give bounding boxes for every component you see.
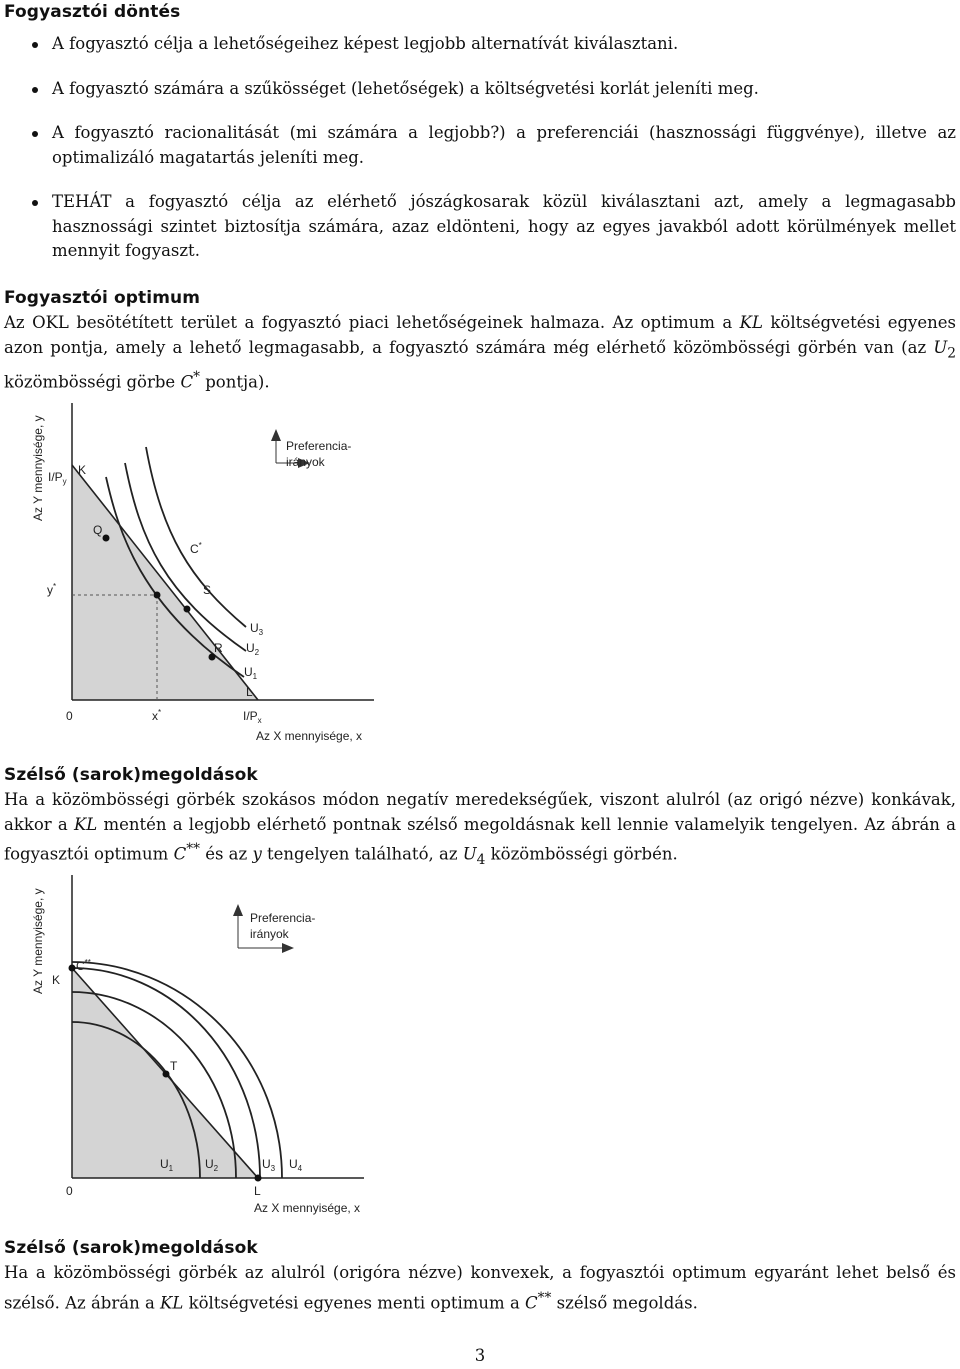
preference-label-line2: irányok xyxy=(286,455,325,469)
label-i-px: $I/P_x$ xyxy=(243,709,262,725)
figure-consumer-optimum xyxy=(0,395,400,750)
label-t: T xyxy=(170,1059,178,1073)
figure-corner-solution xyxy=(0,870,400,1225)
section-heading-szelso-megoldasok-1: Szélső (sarok)megoldások xyxy=(4,765,258,785)
label-c-double-star: C** xyxy=(76,958,91,973)
bullet-item: TEHÁT a fogyasztó célja az elérhető jószágkosarak közül kiválasztani azt, amely a legmagasabb hasznossági szintet biztosítja számára, azaz eldönteni, hogy az egyes javakból adott körülmények mellet mennyit fogyaszt. xyxy=(0,190,956,264)
x-axis-label: Az X mennyisége, x xyxy=(254,1201,361,1215)
label-r: R xyxy=(214,641,223,655)
section-heading-fogyasztoi-optimum: Fogyasztói optimum xyxy=(4,288,201,308)
point-c-double-star xyxy=(69,965,76,972)
preference-arrow-v-head xyxy=(271,429,281,441)
preference-label-line1: Preferencia- xyxy=(286,439,352,453)
preference-label-line1: Preferencia- xyxy=(250,911,316,925)
point-l xyxy=(255,1175,262,1182)
label-u1: $U_1$ xyxy=(160,1157,174,1173)
bullet-item: A fogyasztó számára a szűkösséget (lehetőségek) a költségvetési korlát jeleníti meg. xyxy=(0,77,956,102)
paragraph-optimum: Az OKL besötétített terület a fogyasztó piaci lehetőségeinek halmaza. Az optimum a KL költségvetési egyenes azon pontja, amely a lehető legmagasabb, a fogyasztó számára még elérhető közömbösségi görbén van (az $U_2$ közömbösségi görbe C* pontja). xyxy=(4,313,956,392)
label-u3: $U_3$ xyxy=(250,621,264,637)
y-axis-label: Az Y mennyisége, y xyxy=(31,888,45,994)
label-i-py: $I/P_y$ xyxy=(48,470,67,486)
label-xstar: x* xyxy=(152,708,162,723)
label-l: L xyxy=(246,685,253,699)
point-t xyxy=(163,1071,170,1078)
label-k: K xyxy=(52,973,61,987)
page-number: 3 xyxy=(474,1346,486,1365)
point-q xyxy=(103,535,110,542)
label-origin: 0 xyxy=(66,709,73,723)
label-u4: $U_4$ xyxy=(289,1157,303,1173)
bullet-item: A fogyasztó racionalitását (mi számára a legjobb?) a preferenciái (hasznossági függvénye), illetve az optimalizáló magatartás jeleníti meg. xyxy=(0,121,956,170)
section-heading-fogyasztoi-dontes: Fogyasztói döntés xyxy=(4,2,181,22)
preference-arrow-v-head xyxy=(233,904,243,916)
point-s xyxy=(184,606,191,613)
paragraph-corner-convex: Ha a közömbösségi görbék az alulról (origóra nézve) konvexek, a fogyasztói optimum egyaránt lehet belső és szélső. Az ábrán a KL költségvetési egyenes menti optimum a C** szélső megoldás. xyxy=(4,1263,956,1312)
label-s: S xyxy=(203,583,212,597)
label-u1: $U_1$ xyxy=(244,665,258,681)
label-u2: $U_2$ xyxy=(246,641,260,657)
bullet-item: A fogyasztó célja a lehetőségeihez képest legjobb alternatívát kiválasztani. xyxy=(0,32,956,57)
preference-label-line2: irányok xyxy=(250,927,289,941)
label-ystar: y* xyxy=(47,582,57,597)
label-cstar: C* xyxy=(190,541,202,556)
y-axis-label: Az Y mennyisége, y xyxy=(31,415,45,521)
label-origin: 0 xyxy=(66,1184,73,1198)
point-cstar xyxy=(154,592,161,599)
label-u3: $U_3$ xyxy=(262,1157,276,1173)
label-l: L xyxy=(254,1184,261,1198)
preference-arrow-h-head xyxy=(282,943,294,953)
label-q: Q xyxy=(93,523,103,537)
bullet-list xyxy=(0,32,956,284)
label-u2: $U_2$ xyxy=(205,1157,219,1173)
section-heading-szelso-megoldasok-2: Szélső (sarok)megoldások xyxy=(4,1238,258,1258)
x-axis-label: Az X mennyisége, x xyxy=(256,729,363,743)
label-k: K xyxy=(78,463,87,477)
paragraph-corner-concave: Ha a közömbösségi görbék szokásos módon negatív meredekségűek, viszont alulról (az origó nézve) konkávak, akkor a KL mentén a legjobb elérhető pontnak szélső megoldásnak kell lennie valamelyik tengelyen. Az ábrán a fogyasztói optimum C** és az y tengelyen található, az $U_4$ közömbösségi görbén. xyxy=(4,790,956,868)
